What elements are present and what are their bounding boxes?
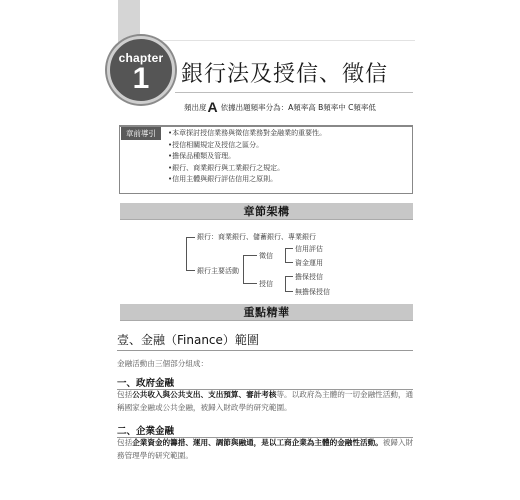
tree-connector — [285, 248, 293, 249]
tree-connector — [285, 276, 293, 277]
corporate-finance-text — [117, 436, 415, 462]
guide-item: • 授信相關規定及授信之區分。 — [168, 140, 326, 152]
text-pre: 包括 — [117, 390, 133, 399]
tree-leaf: 擔保授信 — [295, 273, 323, 281]
tree-branch-credit-granting: 授信 — [259, 280, 273, 288]
tree-bank-types: 銀行：商業銀行、儲蓄銀行、專業銀行 — [197, 233, 316, 241]
tree-leaf: 信用評估 — [295, 245, 323, 253]
chapter-number: 1 — [132, 62, 150, 95]
tree-leaf: 資金運用 — [295, 259, 323, 267]
public-finance-text — [117, 388, 415, 414]
text-pre: 包括 — [117, 438, 133, 447]
text-post: 被歸入財務管理學的研究範圍。 — [117, 438, 414, 460]
chapter-guide-tab: 章前導引 — [121, 127, 161, 140]
guide-item: • 銀行、商業銀行與工業銀行之規定。 — [168, 163, 326, 175]
tree-leaf: 無擔保授信 — [295, 288, 330, 296]
tree-connector — [243, 283, 257, 284]
text-post: 等。以政府為主體的一切金融性活動，通稱國家金融或公共金融，被歸入財政學的研究範圍。 — [117, 390, 414, 412]
section-title: 壹、金融（Finance）範圍 — [117, 333, 259, 347]
tree-connector — [285, 291, 293, 292]
tree-connector — [285, 276, 286, 291]
text-bold: 公共收入與公共支出、支出預算、審計考核 — [132, 390, 277, 399]
chapter-guide-list — [168, 128, 326, 186]
tree-branch-credit-investigation: 徵信 — [259, 252, 273, 260]
guide-item: • 信用主體與銀行評估信用之原則。 — [168, 174, 326, 186]
tree-connector — [243, 255, 257, 256]
text-bold: 企業資金的籌措、運用、調節與融通，是以工商企業為主體的金融性活動。 — [132, 438, 383, 447]
tree-connector — [186, 237, 187, 270]
frequency-note: 依據出題頻率分為：A頻率高 B頻率中 C頻率低 — [220, 103, 376, 112]
chapter-word: chapter — [118, 51, 164, 65]
chapter-badge — [107, 36, 175, 104]
intro-text: 金融活動由三個部分組成： — [117, 359, 209, 368]
top-rule — [140, 40, 415, 41]
tree-connector — [285, 248, 286, 262]
title-underline — [175, 92, 413, 93]
section-title-rule — [117, 350, 413, 351]
frequency-row — [184, 99, 376, 115]
tree-connector — [186, 237, 195, 238]
guide-item: • 擔保品種類及管理。 — [168, 151, 326, 163]
chapter-title: 銀行法及授信、徵信 — [181, 62, 389, 87]
frequency-label: 頻出度 — [184, 103, 207, 112]
guide-item: • 本章探討授信業務與徵信業務對金融業的重要性。 — [168, 128, 326, 140]
tree-connector — [285, 262, 293, 263]
structure-heading: 章節架構 — [120, 203, 413, 220]
highlights-heading: 重點精華 — [120, 304, 413, 321]
tree-connector — [186, 270, 195, 271]
frequency-grade: A — [207, 99, 218, 115]
tree-connector — [243, 255, 244, 283]
public-finance-heading: 一、政府金融 — [117, 378, 175, 389]
corporate-finance-heading: 二、企業金融 — [117, 426, 175, 437]
tree-root: 銀行主要活動 — [197, 267, 239, 275]
